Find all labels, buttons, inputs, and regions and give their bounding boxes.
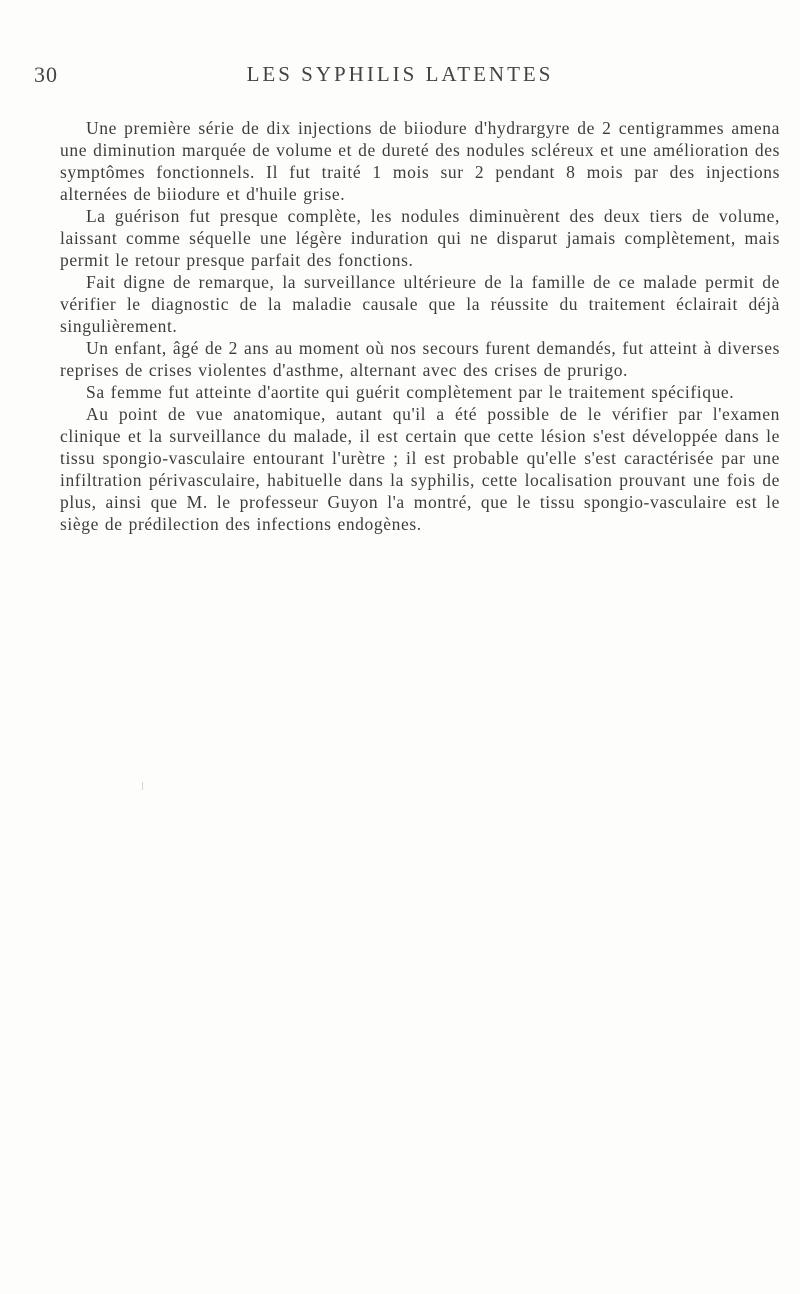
page-header	[0, 62, 800, 88]
body-text	[60, 117, 780, 535]
paragraph: Fait digne de remarque, la surveillance ultérieure de la famille de ce malade permit de vérifier le diagnostic de la maladie causale que la réussite du traitement éclairait déjà singulièrement.	[60, 272, 780, 336]
stray-ink-mark	[142, 782, 146, 790]
paragraph: Au point de vue anatomique, autant qu'il a été possible de le vérifier par l'examen clinique et la surveillance du malade, il est certain que cette lésion s'est développée dans le tissu spongio-vasculaire entourant l'urètre ; il est probable qu'elle s'est caractérisée par une infiltration périvasculaire, habituelle dans la syphilis, cette localisation prouvant une fois de plus, ainsi que M. le professeur Guyon l'a montré, que le tissu spongio-vasculaire est le siège de prédilection des infections endogènes.	[60, 404, 780, 534]
running-title: LES SYPHILIS LATENTES	[246, 62, 554, 86]
paragraph: Un enfant, âgé de 2 ans au moment où nos secours furent demandés, fut atteint à diverses reprises de crises violentes d'asthme, alternant avec des crises de prurigo.	[60, 338, 780, 380]
paragraph: Sa femme fut atteinte d'aortite qui guérit complètement par le traitement spécifique.	[86, 382, 735, 402]
page-number: 30	[34, 62, 58, 87]
paragraph: La guérison fut presque complète, les nodules diminuèrent des deux tiers de volume, laissant comme séquelle une légère induration qui ne disparut jamais complètement, mais permit le retour presque parfait des fonctions.	[60, 206, 780, 270]
paragraph: Une première série de dix injections de biiodure d'hydrargyre de 2 centigrammes amena une diminution marquée de volume et de dureté des nodules scléreux et une amélioration des symptômes fonctionnels. Il fut traité 1 mois sur 2 pendant 8 mois par des injections alternées de biiodure et d'huile grise.	[60, 118, 780, 204]
